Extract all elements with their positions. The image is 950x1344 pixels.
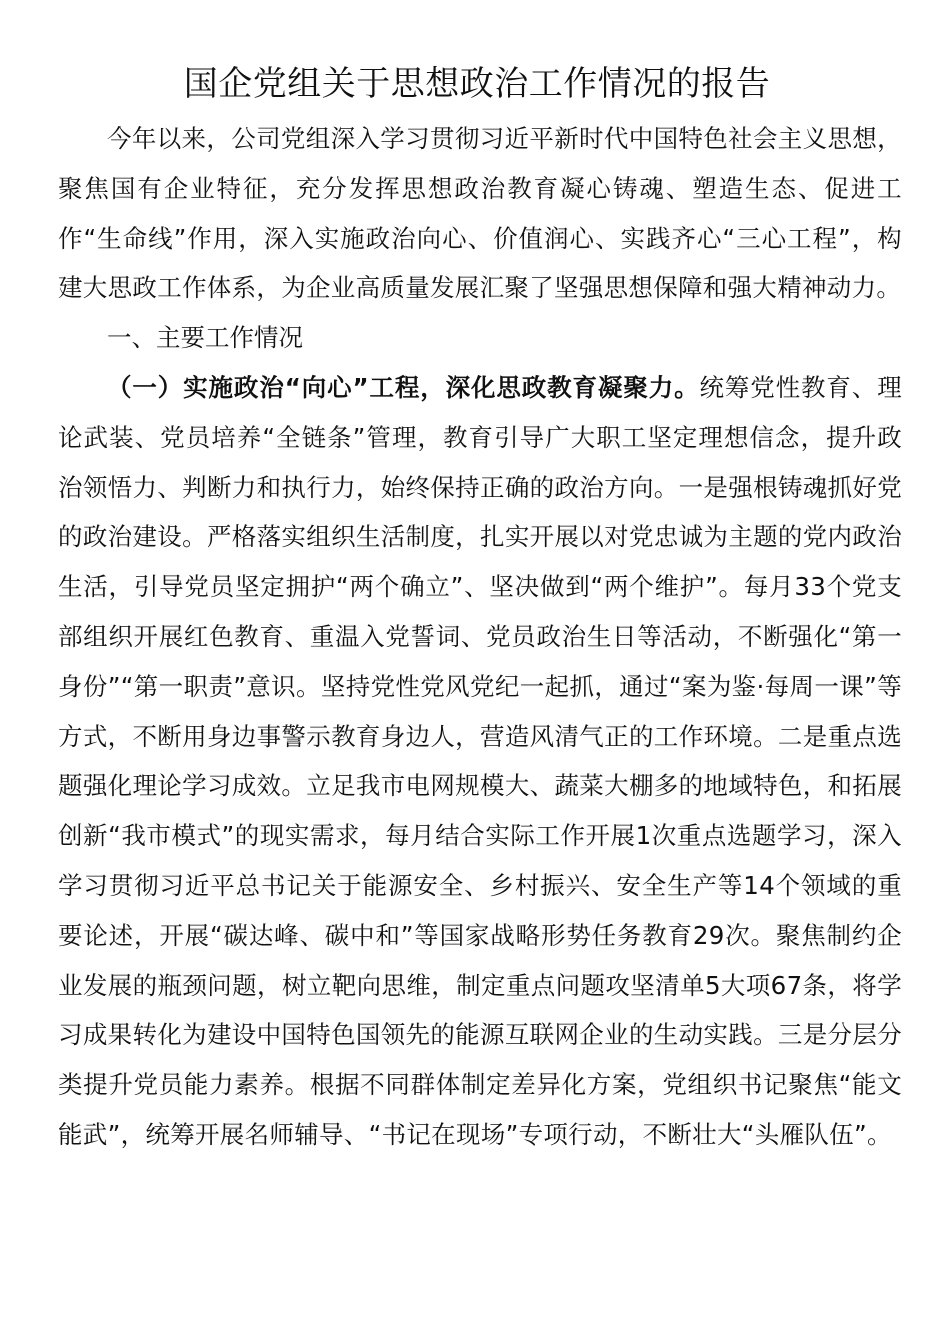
subsection-body: 统筹党性教育、理论武装、党员培养“全链条”管理，教育引导广大职工坚定理想信念，提升政治领悟力、判断力和执行力，始终保持正确的政治方向。一是强根铸魂抓好党的政治建设。严格落实组织生活制度，扎实开展以对党忠诚为主题的党内政治生活，引导党员坚定拥护“两个确立”、坚决做到“两个维护”。每月33个党支部组织开展红色教育、重温入党誓词、党员政治生日等活动，不断强化“第一身份”“第一职责”意识。坚持党性党风党纪一起抓，通过“案为鉴·每周一课”等方式，不断用身边事警示教育身边人，营造风清气正的工作环境。二是重点选题强化理论学习成效。立足我市电网规模大、蔬菜大棚多的地域特色，和拓展创新“我市模式”的现实需求，每月结合实际工作开展1次重点选题学习，深入学习贯彻习近平总书记关于能源安全、乡村振兴、安全生产等14个领域的重要论述，开展“碳达峰、碳中和”等国家战略形势任务教育29次。聚焦制约企业发展的瓶颈问题，树立靶向思维，制定重点问题攻坚清单5大项67条，将学习成果转化为建设中国特色国领先的能源互联网企业的生动实践。三是分层分类提升党员能力素养。根据不同群体制定差异化方案，党组织书记聚焦“能文能武”，统筹开展名师辅导、“书记在现场”专项行动，不断壮大“头雁队伍”。 [58, 372, 902, 1149]
document-title: 国企党组关于思想政治工作情况的报告 [183, 64, 771, 104]
intro-paragraph: 今年以来，公司党组深入学习贯彻习近平新时代中国特色社会主义思想，聚焦国有企业特征，充分发挥思想政治教育凝心铸魂、塑造生态、促进工作“生命线”作用，深入实施政治向心、价值润心、实践齐心“三心工程”，构建大思政工作体系，为企业高质量发展汇聚了坚强思想保障和强大精神动力。 [58, 124, 902, 303]
subsection-paragraph [58, 363, 902, 1160]
section-heading: 一、主要工作情况 [107, 323, 303, 353]
subsection-lead: （一）实施政治“向心”工程，深化思政教育凝聚力。 [107, 372, 700, 402]
